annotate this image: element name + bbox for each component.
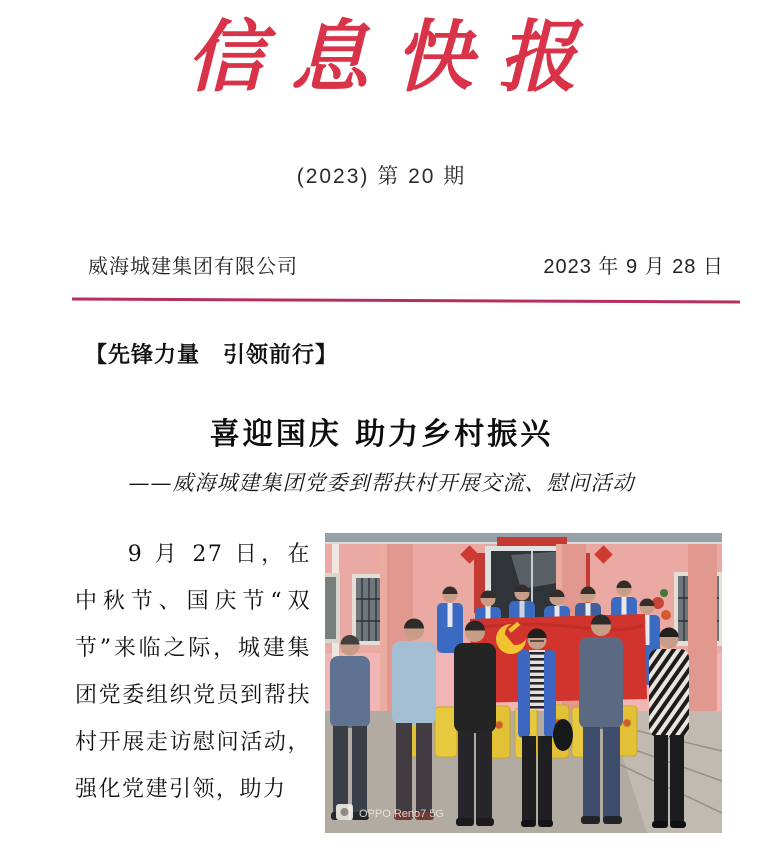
newsletter-title: 信息快报 [186,12,603,103]
article-body [75,531,722,833]
article-paragraph: 9 月 27 日，在中秋节、国庆节“双节”来临之际，城建集团党委组织党员到帮扶村开展走访慰问活动，强化党建引领，助力 [75,542,311,802]
watermark-text: OPPO Reno7 5G [359,808,444,820]
article-subtitle: ——威海城建集团党委到帮扶村开展交流、慰问活动 [128,471,635,495]
section-tag: 【先锋力量 引领前行】 [85,342,339,367]
group-photo [325,533,722,833]
newsletter-page [0,4,763,865]
organization-name: 威海城建集团有限公司 [88,256,298,278]
masthead-divider [72,298,740,304]
issue-number: (2023) 第 20 期 [296,165,467,188]
masthead-row [0,250,763,279]
article-title: 喜迎国庆 助力乡村振兴 [209,417,554,452]
issue-date: 2023 年 9 月 28 日 [543,256,724,278]
